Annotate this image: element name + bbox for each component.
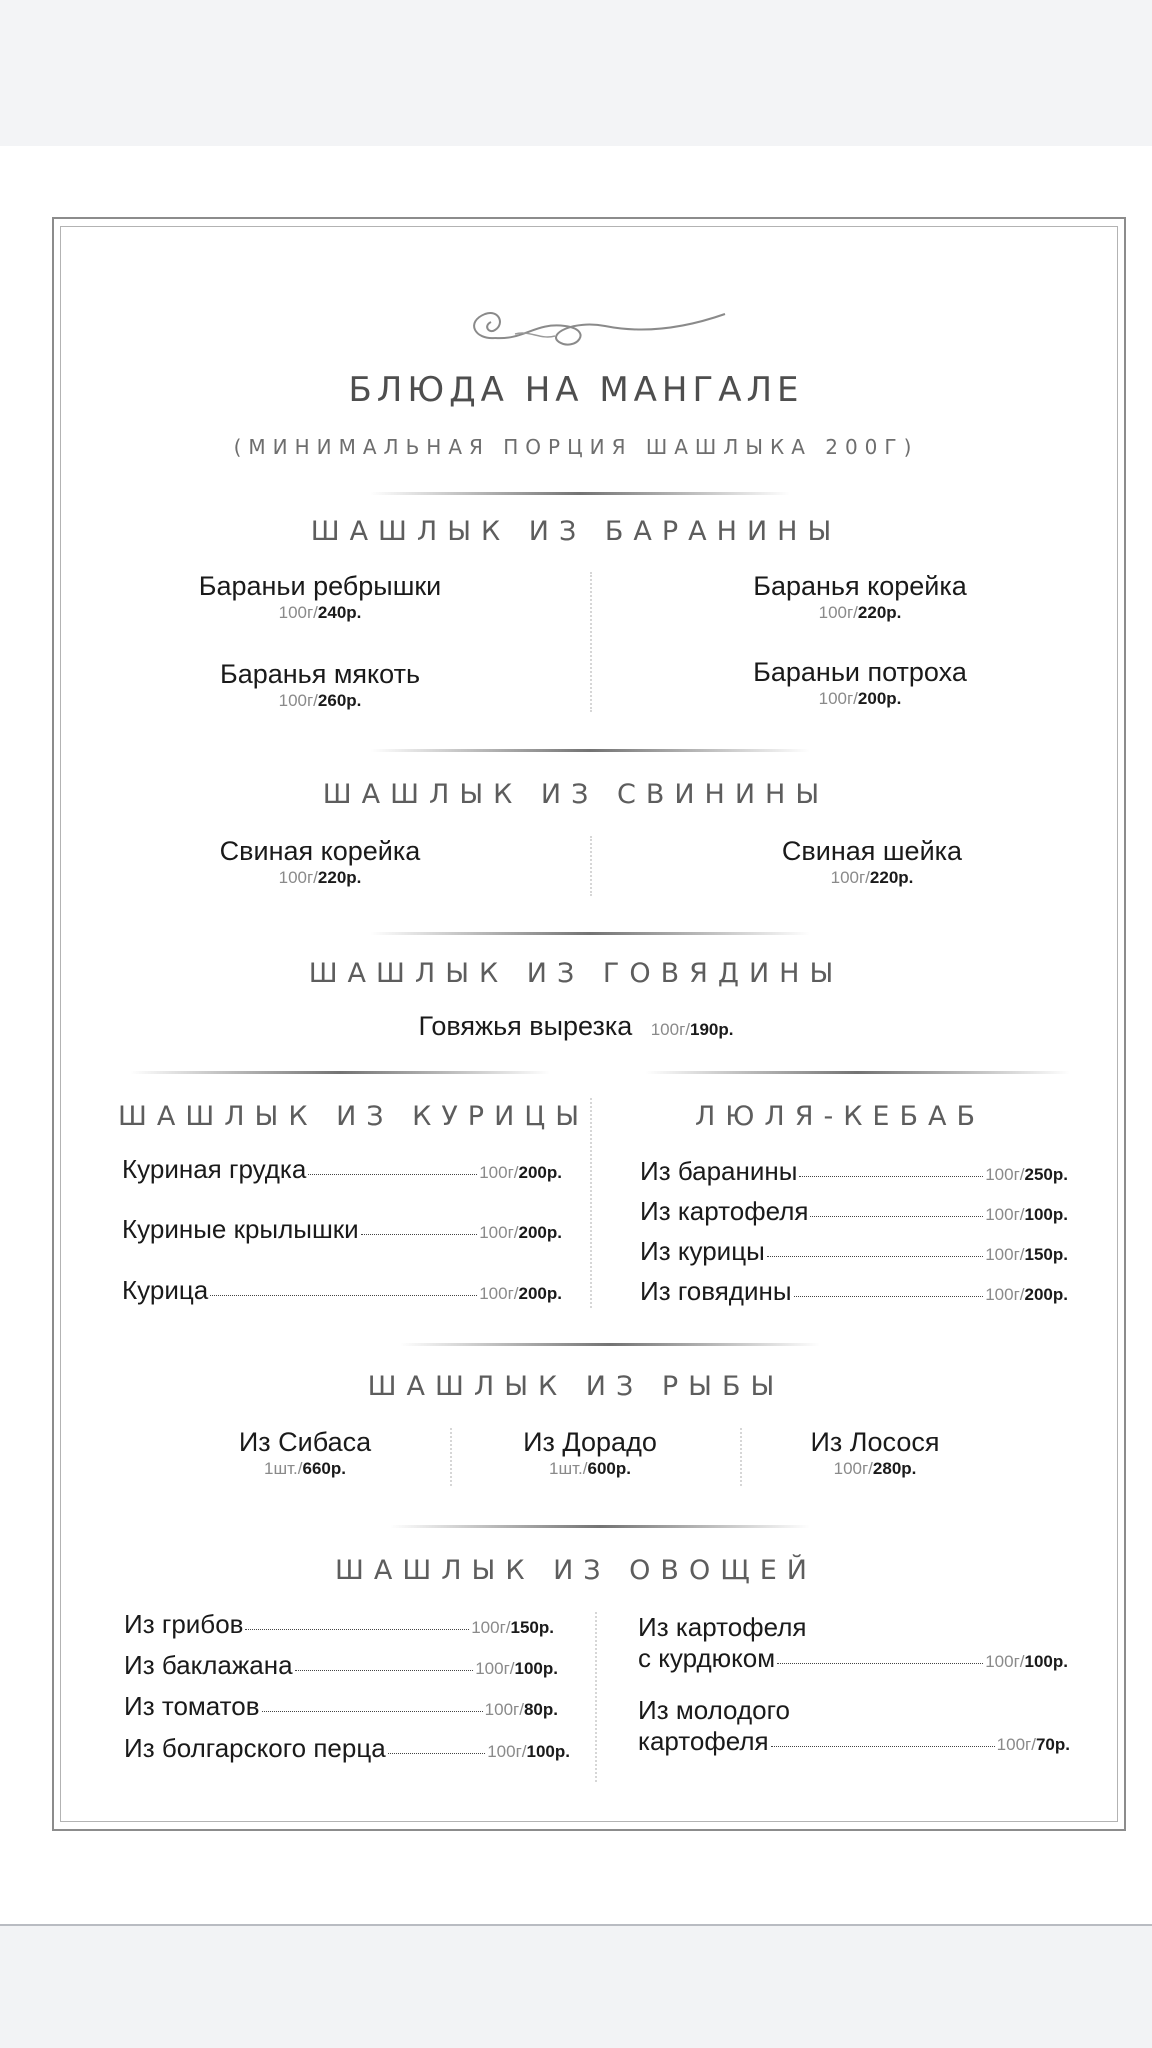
dot-leader bbox=[262, 1711, 483, 1712]
dot-leader bbox=[295, 1670, 474, 1671]
section-title-fish: ШАШЛЫК ИЗ РЫБЫ bbox=[367, 1371, 785, 1402]
item-price: 200р. bbox=[1024, 1285, 1068, 1304]
item-price: 200р. bbox=[518, 1223, 562, 1242]
item-unit: 100г/ bbox=[487, 1742, 527, 1761]
item-name: Бараньи ребрышки bbox=[198, 571, 442, 601]
item-unit: 100г/ bbox=[985, 1165, 1025, 1184]
dot-leader bbox=[794, 1296, 984, 1297]
section-title-lamb: ШАШЛЫК ИЗ БАРАНИНЫ bbox=[310, 516, 842, 547]
item-price: 220р. bbox=[869, 868, 914, 887]
item-unit: 100г/ bbox=[479, 1163, 519, 1182]
item-unit: 100г/ bbox=[985, 1285, 1025, 1304]
item-name: Из картофеля bbox=[640, 1196, 809, 1226]
item-unit: 100г/ bbox=[985, 1245, 1025, 1264]
item-name: Куриные крылышки bbox=[122, 1214, 359, 1244]
item-price: 150р. bbox=[510, 1618, 554, 1637]
item-unit: 100г/ bbox=[479, 1284, 519, 1303]
item-unit: 100г/ bbox=[471, 1618, 511, 1637]
flourish-ornament bbox=[455, 300, 735, 360]
item-name: Куриная грудка bbox=[122, 1154, 307, 1184]
menu-item bbox=[170, 835, 470, 889]
item-price: 200р. bbox=[857, 689, 902, 708]
menu-item bbox=[180, 1426, 430, 1480]
menu-item bbox=[124, 1691, 558, 1722]
item-unit: 100г/ bbox=[479, 1223, 519, 1242]
item-name: Из грибов bbox=[124, 1609, 244, 1639]
section-title-pork: ШАШЛЫК ИЗ СВИНИНЫ bbox=[322, 779, 830, 810]
item-unit: 100г/ bbox=[278, 603, 318, 622]
divider-rule bbox=[390, 1525, 810, 1528]
item-price: 600р. bbox=[587, 1459, 631, 1478]
item-name: Из говядины bbox=[640, 1276, 792, 1306]
item-name: Баранья корейка bbox=[753, 571, 967, 601]
item-price: 280р. bbox=[872, 1459, 917, 1478]
item-name: Из Сибаса bbox=[238, 1427, 372, 1457]
dot-leader bbox=[799, 1176, 983, 1177]
item-name: Из томатов bbox=[124, 1691, 260, 1721]
dot-leader bbox=[810, 1216, 983, 1217]
dot-leader bbox=[767, 1256, 983, 1257]
divider-rule bbox=[130, 1071, 550, 1074]
item-unit: 100г/ bbox=[475, 1659, 515, 1678]
menu-item-name-line bbox=[638, 1695, 790, 1726]
column-divider bbox=[590, 572, 592, 712]
item-price: 660р. bbox=[302, 1459, 346, 1478]
bottom-bar bbox=[0, 1926, 1152, 2048]
dot-leader bbox=[308, 1174, 477, 1175]
item-price: 100р. bbox=[514, 1659, 558, 1678]
item-price: 200р. bbox=[518, 1163, 562, 1182]
menu-item bbox=[124, 1733, 570, 1764]
item-unit: 100г/ bbox=[996, 1735, 1036, 1754]
item-unit: 100г/ bbox=[650, 1020, 690, 1039]
item-name: Баранья мякоть bbox=[219, 659, 421, 689]
item-name: Свиная корейка bbox=[219, 836, 421, 866]
dot-leader bbox=[777, 1663, 983, 1664]
column-divider bbox=[740, 1428, 742, 1486]
item-unit: 100г/ bbox=[818, 603, 858, 622]
item-name-line1: Из молодого bbox=[638, 1695, 790, 1725]
menu-item bbox=[640, 1236, 1068, 1267]
menu-item bbox=[710, 570, 1010, 624]
item-price: 100р. bbox=[1024, 1205, 1068, 1224]
menu-title: БЛЮДА НА МАНГАЛЕ bbox=[348, 370, 804, 410]
column-divider bbox=[450, 1428, 452, 1486]
item-price: 250р. bbox=[1024, 1165, 1068, 1184]
item-name: Говяжья вырезка bbox=[418, 1011, 633, 1041]
item-price: 190р. bbox=[690, 1020, 734, 1039]
item-name: Из курицы bbox=[640, 1236, 765, 1266]
menu-item bbox=[122, 1154, 562, 1185]
divider-rule bbox=[645, 1071, 1070, 1074]
column-divider bbox=[590, 836, 592, 896]
section-title-beef: ШАШЛЫК ИЗ ГОВЯДИНЫ bbox=[308, 958, 844, 989]
item-unit: 100г/ bbox=[833, 1459, 873, 1478]
dot-leader bbox=[361, 1234, 478, 1235]
menu-item bbox=[122, 1275, 562, 1306]
dot-leader bbox=[771, 1746, 995, 1747]
item-name: Свиная шейка bbox=[781, 836, 963, 866]
column-divider bbox=[595, 1612, 597, 1782]
item-price: 150р. bbox=[1024, 1245, 1068, 1264]
menu-item bbox=[170, 570, 470, 624]
divider-rule bbox=[370, 492, 790, 495]
divider-rule bbox=[400, 1343, 820, 1346]
item-name-line2: картофеля bbox=[638, 1726, 769, 1756]
dot-leader bbox=[388, 1753, 486, 1754]
menu-item bbox=[750, 1426, 1000, 1480]
item-name-line2: с курдюком bbox=[638, 1643, 776, 1673]
item-unit: 100г/ bbox=[278, 868, 318, 887]
item-price: 80р. bbox=[523, 1700, 558, 1719]
item-name: Из Лосося bbox=[810, 1427, 940, 1457]
section-title-lyulya: ЛЮЛЯ-КЕБАБ bbox=[694, 1101, 985, 1132]
item-name: Из баранины bbox=[640, 1156, 798, 1186]
dot-leader bbox=[245, 1629, 469, 1630]
menu-subtitle: (МИНИМАЛЬНАЯ ПОРЦИЯ ШАШЛЫКА 200Г) bbox=[233, 435, 919, 459]
divider-rule bbox=[370, 749, 810, 752]
item-price: 240р. bbox=[317, 603, 362, 622]
item-name-line1: Из картофеля bbox=[638, 1612, 807, 1642]
item-name: Из баклажана bbox=[124, 1650, 293, 1680]
menu-item bbox=[640, 1196, 1068, 1227]
menu-item bbox=[640, 1276, 1068, 1307]
item-name: Бараньи потроха bbox=[753, 657, 967, 687]
menu-item bbox=[638, 1726, 1070, 1757]
divider-rule bbox=[370, 932, 810, 935]
menu-item bbox=[722, 835, 1022, 889]
menu-item bbox=[638, 1643, 1068, 1674]
top-bar bbox=[0, 0, 1152, 146]
item-unit: 100г/ bbox=[484, 1700, 524, 1719]
menu-item bbox=[0, 1010, 1152, 1042]
menu-item bbox=[710, 656, 1010, 710]
item-name: Из болгарского перца bbox=[124, 1733, 386, 1763]
item-unit: 100г/ bbox=[818, 689, 858, 708]
item-price: 200р. bbox=[518, 1284, 562, 1303]
section-title-veg: ШАШЛЫК ИЗ ОВОЩЕЙ bbox=[335, 1555, 817, 1586]
dot-leader bbox=[210, 1295, 477, 1296]
menu-item bbox=[465, 1426, 715, 1480]
item-unit: 1шт./ bbox=[264, 1459, 303, 1478]
menu-item-name-line bbox=[638, 1612, 806, 1643]
menu-item bbox=[122, 1214, 562, 1245]
item-price: 70р. bbox=[1035, 1735, 1070, 1754]
item-price: 100р. bbox=[1024, 1652, 1068, 1671]
item-price: 220р. bbox=[317, 868, 362, 887]
item-unit: 1шт./ bbox=[549, 1459, 588, 1478]
menu-item bbox=[124, 1650, 558, 1681]
column-divider bbox=[590, 1098, 592, 1308]
item-unit: 100г/ bbox=[985, 1652, 1025, 1671]
item-name: Из Дорадо bbox=[523, 1427, 657, 1457]
item-unit: 100г/ bbox=[830, 868, 870, 887]
item-unit: 100г/ bbox=[985, 1205, 1025, 1224]
item-price: 260р. bbox=[317, 691, 362, 710]
menu-item bbox=[640, 1156, 1068, 1187]
menu-item bbox=[124, 1609, 554, 1640]
item-unit: 100г/ bbox=[278, 691, 318, 710]
item-price: 220р. bbox=[857, 603, 902, 622]
section-title-chicken: ШАШЛЫК ИЗ КУРИЦЫ bbox=[118, 1101, 590, 1132]
menu-item bbox=[170, 658, 470, 712]
item-name: Курица bbox=[122, 1275, 209, 1305]
item-price: 100р. bbox=[526, 1742, 570, 1761]
